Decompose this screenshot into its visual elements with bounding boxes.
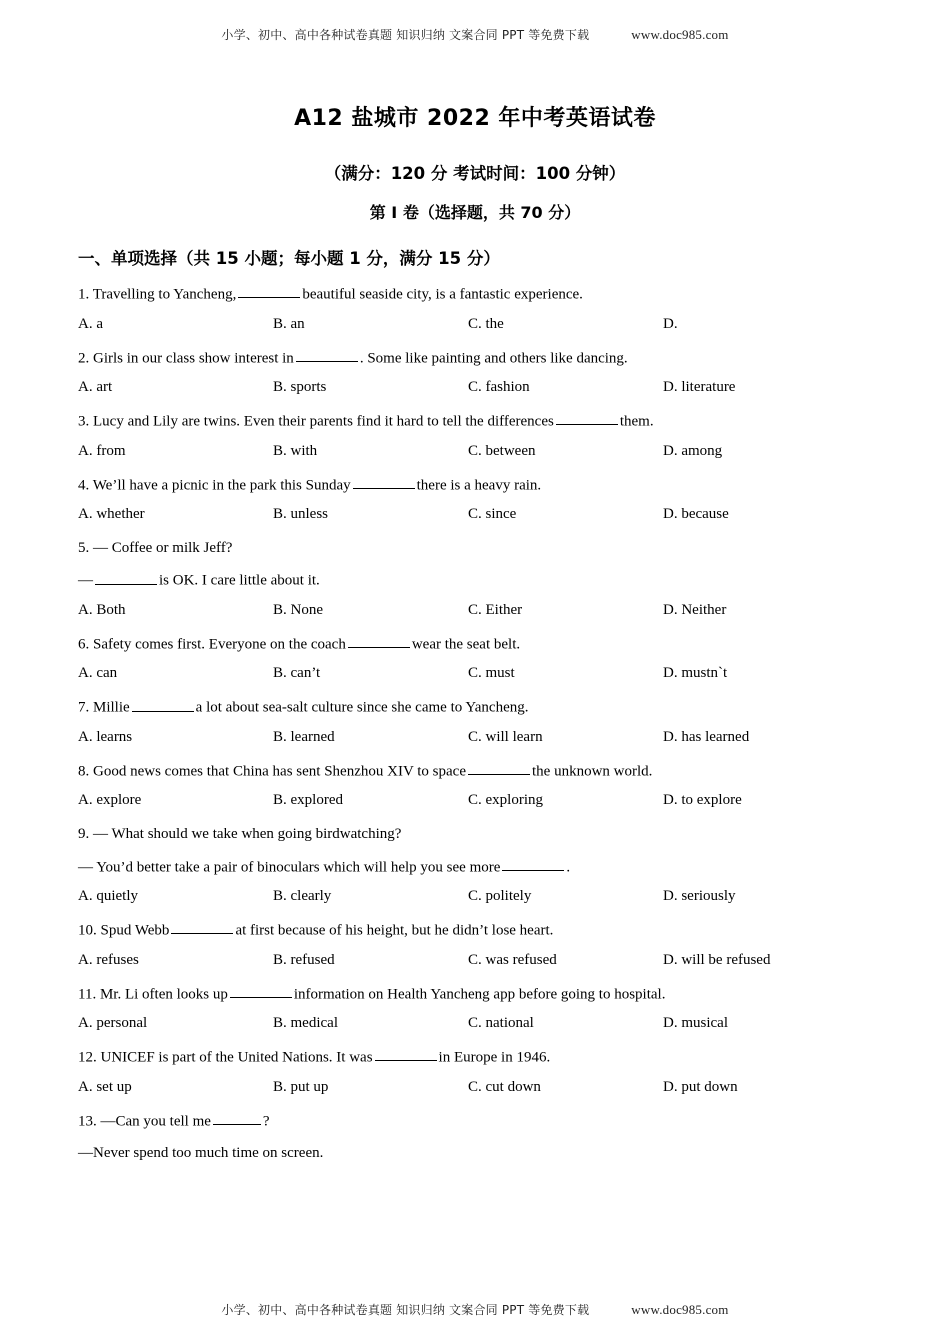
option-a[interactable]: A. refuses	[78, 951, 139, 968]
option-row	[78, 888, 872, 905]
question-text: 4. We’ll have a picnic in the park this Sunday	[78, 476, 351, 493]
question-text: 7. Millie	[78, 699, 130, 716]
option-b[interactable]: B. can’t	[273, 665, 321, 682]
question-text: 11. Mr. Li often looks up	[78, 985, 228, 1002]
option-b[interactable]: B. learned	[273, 728, 335, 745]
option-b[interactable]: B. explored	[273, 792, 343, 809]
option-c[interactable]: C. the	[468, 315, 504, 332]
question-text: 1. Travelling to Yancheng,	[78, 286, 237, 303]
question-text: 10. Spud Webb	[78, 922, 170, 939]
answer-blank	[502, 856, 564, 871]
option-c[interactable]: C. fashion	[468, 379, 530, 395]
option-b[interactable]: B. medical	[273, 1015, 338, 1031]
answer-blank	[171, 919, 233, 934]
part-heading: 一、单项选择（共 15 小题；每小题 1 分，满分 15 分）	[78, 249, 500, 268]
option-b[interactable]: B. an	[273, 315, 305, 332]
question-text-post: the unknown world.	[532, 763, 653, 779]
option-b[interactable]: B. put up	[273, 1078, 329, 1095]
question-text: 5. — Coffee or milk Jeff?	[78, 540, 233, 556]
option-a[interactable]: A. explore	[78, 792, 142, 809]
question-text: —Never spend too much time on screen.	[78, 1145, 324, 1161]
option-c[interactable]: C. must	[468, 665, 515, 682]
answer-blank	[132, 696, 194, 711]
footer-watermark	[0, 1301, 950, 1318]
section-heading: 第 I 卷（选择题，共 70 分）	[369, 203, 581, 222]
option-row	[78, 665, 872, 682]
option-c[interactable]: C. was refused	[468, 951, 557, 968]
footer-ad-url: www.doc985.com	[631, 1302, 729, 1317]
question-text-post: information on Health Yancheng app before going to hospital.	[293, 985, 666, 1002]
option-c[interactable]: C. between	[468, 442, 536, 459]
question-stem	[78, 347, 872, 371]
option-row	[78, 506, 872, 523]
header-ad-text: 小学、初中、高中各种试卷真题 知识归纳 文案合同 PPT 等免费下载	[221, 28, 590, 42]
question-stem	[78, 537, 872, 560]
option-a[interactable]: A. learns	[78, 728, 133, 745]
option-d[interactable]: D. among	[663, 442, 723, 459]
question-stem	[78, 696, 872, 720]
question-response-line	[78, 1142, 872, 1165]
question-stem	[78, 919, 872, 943]
option-a[interactable]: A. Both	[78, 601, 126, 618]
option-a[interactable]: A. from	[78, 442, 126, 459]
option-a[interactable]: A. whether	[78, 506, 145, 522]
header-watermark	[78, 26, 872, 43]
option-c[interactable]: C. cut down	[468, 1078, 541, 1095]
option-d[interactable]: D. musical	[663, 1015, 728, 1031]
answer-blank	[353, 474, 415, 489]
option-c[interactable]: C. politely	[468, 888, 532, 904]
answer-blank	[213, 1110, 261, 1125]
option-d[interactable]: D. literature	[663, 379, 736, 395]
question-text-post: . Some like painting and others like dancing.	[359, 349, 628, 366]
question-stem	[78, 1046, 872, 1070]
question-text-post: .	[566, 858, 571, 875]
option-a[interactable]: A. quietly	[78, 888, 138, 904]
question-text: —	[78, 572, 93, 589]
option-c[interactable]: C. Either	[468, 601, 523, 618]
question-stem	[78, 283, 872, 307]
option-d[interactable]: D. will be refused	[663, 951, 771, 968]
option-d[interactable]: D. to explore	[663, 792, 742, 809]
question-response-line	[78, 856, 872, 880]
option-a[interactable]: A. art	[78, 379, 113, 395]
answer-blank	[375, 1046, 437, 1061]
option-row	[78, 443, 872, 460]
option-d[interactable]: D. mustn`t	[663, 665, 728, 682]
question-text: — You’d better take a pair of binoculars which will help you see more	[78, 858, 501, 875]
option-row	[78, 1015, 872, 1032]
option-a[interactable]: A. a	[78, 315, 103, 332]
option-c[interactable]: C. since	[468, 506, 517, 522]
option-d[interactable]: D. because	[663, 506, 729, 522]
page-title: A12 盐城市 2022 年中考英语试卷	[294, 106, 656, 131]
question-text: 6. Safety comes first. Everyone on the coach	[78, 636, 346, 652]
question-text-post: there is a heavy rain.	[416, 476, 542, 493]
option-c[interactable]: C. national	[468, 1015, 534, 1031]
question-text-post: ?	[262, 1112, 270, 1129]
option-row	[78, 952, 872, 969]
option-d[interactable]: D. seriously	[663, 888, 736, 904]
option-row	[78, 792, 872, 809]
option-a[interactable]: A. can	[78, 665, 118, 682]
question-stem	[78, 1110, 872, 1134]
option-row	[78, 379, 872, 396]
header-ad-url: www.doc985.com	[631, 27, 729, 42]
question-text-post: at first because of his height, but he didn’t lose heart.	[235, 922, 554, 939]
question-stem	[78, 983, 872, 1007]
option-row	[78, 316, 872, 333]
answer-blank	[95, 569, 157, 584]
question-text: 12. UNICEF is part of the United Nations. It was	[78, 1049, 373, 1066]
option-c[interactable]: C. exploring	[468, 792, 543, 809]
answer-blank	[556, 410, 618, 425]
answer-blank	[348, 633, 410, 648]
answer-blank	[238, 283, 300, 298]
question-text: 3. Lucy and Lily are twins. Even their parents find it hard to tell the differences	[78, 413, 554, 430]
option-row	[78, 729, 872, 746]
question-stem	[78, 823, 872, 846]
option-a[interactable]: A. personal	[78, 1015, 148, 1031]
answer-blank	[468, 760, 530, 775]
option-b[interactable]: B. sports	[273, 379, 327, 395]
option-b[interactable]: B. None	[273, 601, 323, 618]
option-d[interactable]: D. put down	[663, 1078, 738, 1095]
answer-blank	[296, 347, 358, 362]
exam-subtitle: （满分：120 分 考试时间：100 分钟）	[324, 164, 626, 183]
question-text-post: is OK. I care little about it.	[159, 572, 320, 589]
question-text: 2. Girls in our class show interest in	[78, 349, 294, 366]
option-d[interactable]: D. has learned	[663, 728, 750, 745]
question-text: 8. Good news comes that China has sent Shenzhou XIV to space	[78, 763, 466, 779]
option-a[interactable]: A. set up	[78, 1078, 132, 1095]
option-d[interactable]: D.	[663, 315, 678, 332]
answer-blank	[230, 983, 292, 998]
option-b[interactable]: B. unless	[273, 506, 329, 522]
question-text-post: a lot about sea-salt culture since she came to Yancheng.	[195, 699, 529, 716]
question-text-post: in Europe in 1946.	[438, 1049, 551, 1066]
option-row	[78, 602, 872, 619]
option-d[interactable]: D. Neither	[663, 601, 727, 618]
question-stem	[78, 760, 872, 784]
question-response-line	[78, 569, 872, 593]
option-b[interactable]: B. clearly	[273, 888, 332, 904]
question-stem	[78, 410, 872, 434]
question-stem	[78, 474, 872, 498]
option-row	[78, 1079, 872, 1096]
footer-ad-text: 小学、初中、高中各种试卷真题 知识归纳 文案合同 PPT 等免费下载	[221, 1303, 590, 1317]
question-text: 13. —Can you tell me	[78, 1112, 211, 1129]
option-b[interactable]: B. with	[273, 442, 318, 459]
question-text-post: them.	[619, 413, 654, 430]
question-text-post: wear the seat belt.	[411, 636, 521, 652]
option-c[interactable]: C. will learn	[468, 728, 543, 745]
question-text-post: beautiful seaside city, is a fantastic experience.	[302, 286, 583, 303]
question-stem	[78, 633, 872, 657]
question-text: 9. — What should we take when going birdwatching?	[78, 826, 402, 843]
option-b[interactable]: B. refused	[273, 951, 335, 968]
